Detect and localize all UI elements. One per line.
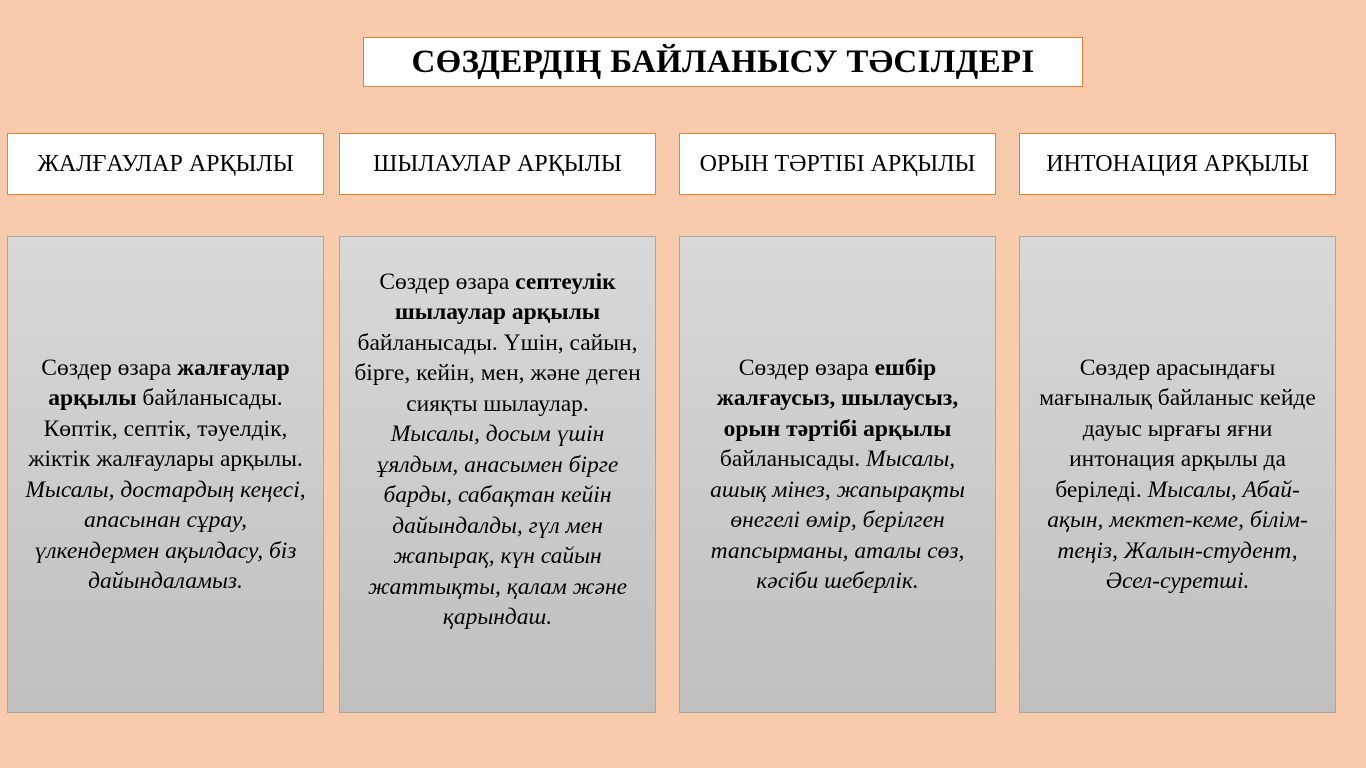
description-intonation [1019, 236, 1336, 713]
example-text: Мысалы, Абай-ақын, мектеп-кеме, білім-теңіз, Жалын-студент, Әсел-суретші. [1047, 476, 1308, 594]
slide-title-box [363, 37, 1083, 87]
text-bold: ешбір жалғаусыз, шылаусыз, орын тәртібі арқылы [716, 354, 959, 442]
header-intonation-label: ИНТОНАЦИЯ АРҚЫЛЫ [1046, 150, 1309, 177]
text-bold: жалғаулар арқылы [48, 354, 290, 411]
example-text: Мысалы, ашық мінез, жапырақты өнегелі өмір, берілген тапсырманы, аталы сөз, кәсіби шеберлік. [710, 446, 965, 594]
text-before: Сөздер өзара [738, 354, 875, 381]
text-after: байланысады. Көптік, септік, тәуелдік, жіктік жалғаулары арқылы. [28, 385, 303, 472]
description-particles-text [352, 267, 643, 633]
text-before: Сөздер өзара [379, 268, 516, 295]
description-word-order-text [692, 353, 983, 597]
description-intonation-text [1032, 353, 1323, 597]
example-text: Мысалы, достардың кеңесі, апасынан сұрау, үлкендермен ақылдасу, біз дайындаламыз. [25, 476, 306, 594]
example-text: Мысалы, досым үшін ұялдым, анасымен бірге барды, сабақтан кейін дайындалды, гүл мен жапырақ, күн сайын жаттықты, қалам және қарындаш. [367, 421, 628, 630]
header-endings-label: ЖАЛҒАУЛАР АРҚЫЛЫ [37, 150, 294, 177]
header-word-order-label: ОРЫН ТӘРТІБІ АРҚЫЛЫ [699, 150, 976, 177]
header-particles [339, 133, 656, 195]
description-endings-text [20, 353, 311, 597]
header-endings [7, 133, 324, 195]
header-particles-label: ШЫЛАУЛАР АРҚЫЛЫ [373, 150, 622, 177]
header-word-order [679, 133, 996, 195]
description-particles [339, 236, 656, 713]
text-bold: септеулік шылаулар арқылы [394, 268, 616, 325]
slide-title: СӨЗДЕРДІҢ БАЙЛАНЫСУ ТӘСІЛДЕРІ [411, 43, 1035, 80]
text-before: Сөздер арасындағы мағыналық байланыс кейде дауыс ырғағы яғни интонация арқылы да беріледі. [1039, 354, 1316, 503]
text-after: байланысады. [719, 446, 867, 472]
description-endings [7, 236, 324, 713]
description-word-order [679, 236, 996, 713]
header-intonation [1019, 133, 1336, 195]
text-after: байланысады. Үшін, сайын, бірге, кейін, мен, және деген сияқты шылаулар. [354, 329, 641, 417]
text-before: Сөздер өзара [41, 354, 178, 381]
